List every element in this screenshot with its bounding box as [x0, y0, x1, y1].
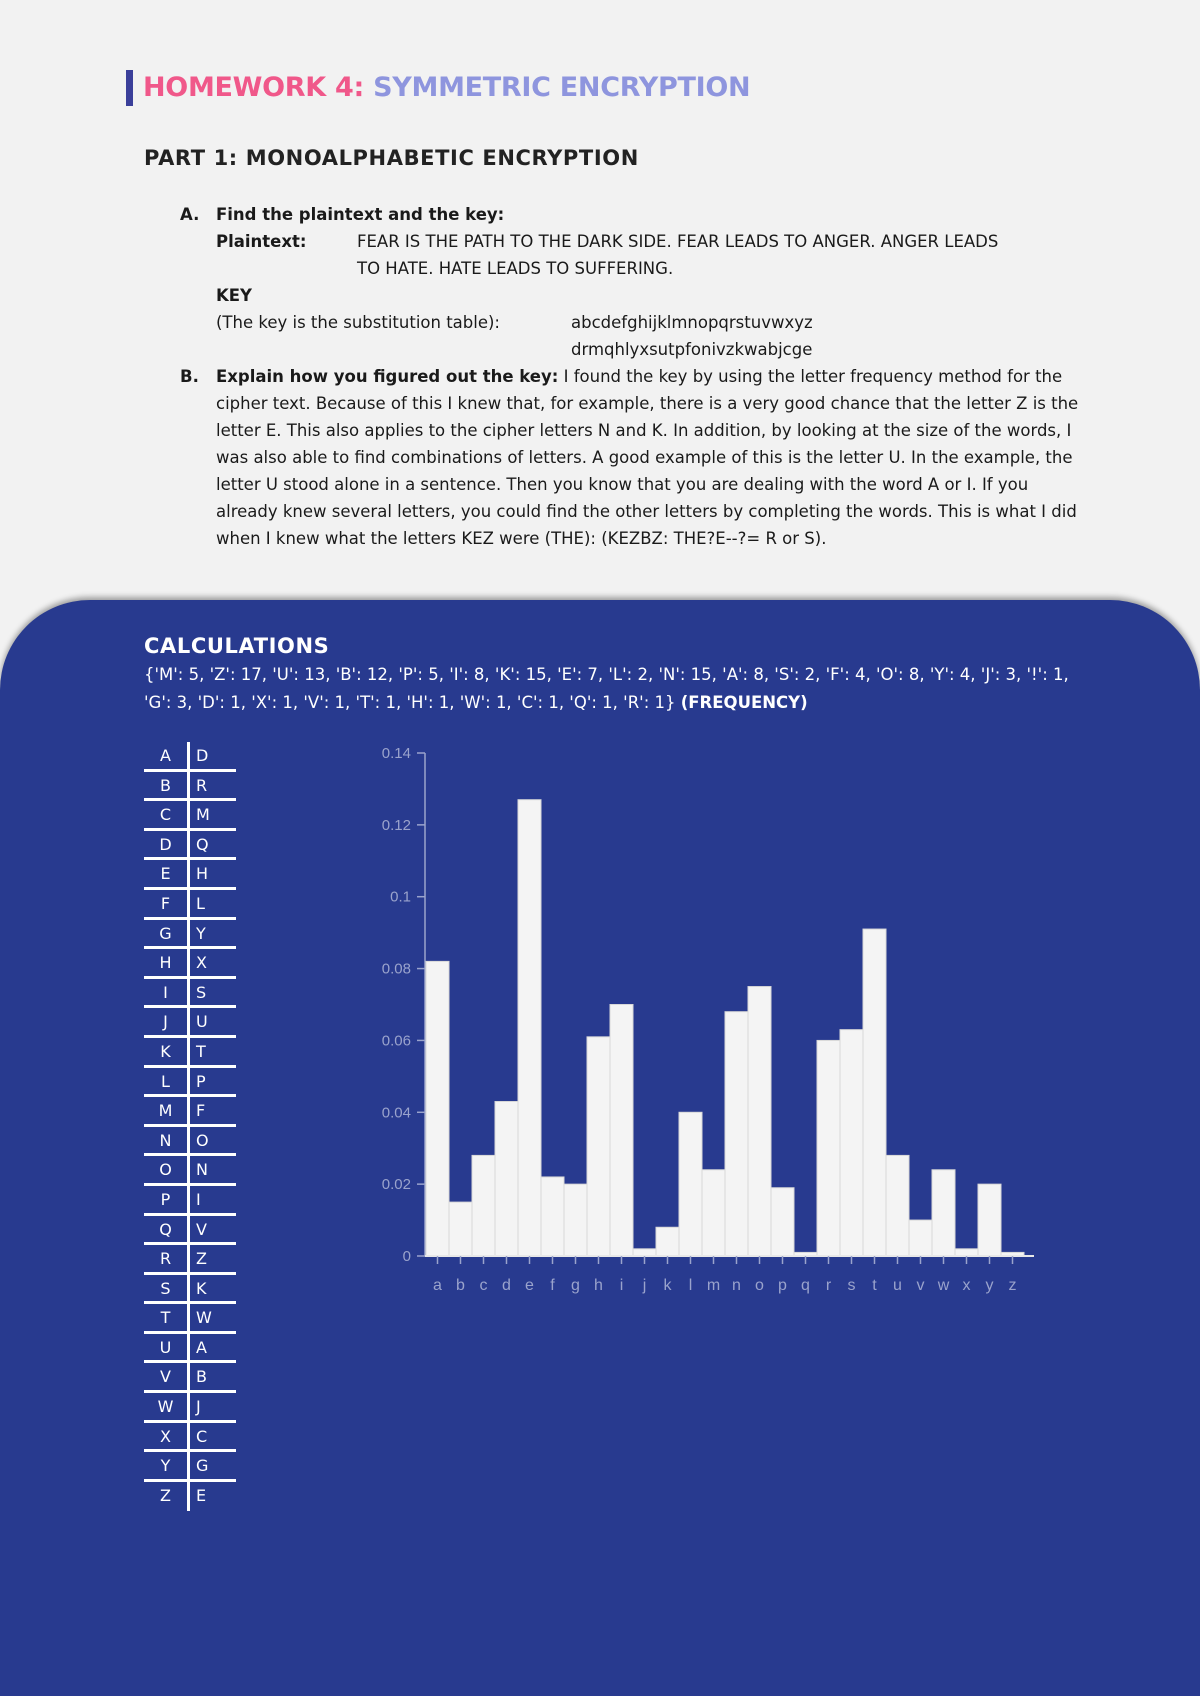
homework-title	[126, 70, 750, 106]
bar-n	[725, 1012, 748, 1256]
cipher-letter: T	[196, 1041, 206, 1061]
table-row	[144, 1245, 236, 1275]
x-tick-label: z	[1008, 1277, 1017, 1294]
cipher-letter: K	[196, 1278, 207, 1298]
y-tick-label: 0	[402, 1248, 411, 1265]
table-row	[144, 1008, 236, 1038]
table-row	[144, 979, 236, 1009]
y-tick-label: 0.02	[381, 1176, 411, 1194]
cipher-letter: Q	[196, 834, 209, 854]
cipher-letter: H	[196, 864, 209, 884]
cipher-letter: Y	[196, 923, 206, 943]
plain-letter: F	[144, 890, 190, 917]
x-tick-label: s	[847, 1277, 856, 1294]
plain-letter: O	[144, 1156, 190, 1183]
bar-b	[449, 1202, 472, 1256]
key-cipher-alphabet: drmqhlyxsutpfonivzkwabjcge	[571, 340, 813, 359]
cipher-letter: X	[196, 953, 207, 973]
bar-o	[748, 987, 771, 1256]
plaintext-label: Plaintext:	[216, 232, 307, 251]
x-tick-label: x	[962, 1277, 971, 1294]
x-tick-label: c	[479, 1277, 488, 1294]
bar-s	[840, 1030, 863, 1256]
x-tick-label: f	[550, 1277, 555, 1294]
x-tick-label: i	[619, 1277, 624, 1294]
table-row	[144, 1393, 236, 1423]
x-tick-label: l	[688, 1277, 693, 1294]
table-row	[144, 1334, 236, 1364]
plain-letter: W	[144, 1393, 190, 1420]
calculations-heading: CALCULATIONS	[144, 634, 330, 658]
bar-p	[771, 1188, 794, 1256]
title-main: SYMMETRIC ENCRYPTION	[373, 72, 751, 103]
cipher-letter: N	[196, 1160, 208, 1180]
plain-letter: I	[144, 979, 190, 1006]
cipher-letter: A	[196, 1337, 207, 1357]
bar-r	[817, 1040, 840, 1256]
table-row	[144, 1363, 236, 1393]
plain-letter: H	[144, 949, 190, 976]
table-row	[144, 890, 236, 920]
cipher-letter: J	[196, 1397, 201, 1417]
y-tick-label: 0.14	[381, 745, 411, 762]
bar-e	[518, 800, 541, 1256]
y-tick-label: 0.1	[390, 888, 411, 906]
frequency-text	[144, 661, 1074, 717]
title-prefix: HOMEWORK 4:	[143, 72, 364, 103]
plain-letter: X	[144, 1423, 190, 1450]
letter-frequency-chart	[340, 735, 1040, 1305]
question-b	[180, 363, 1080, 552]
table-row	[144, 1038, 236, 1068]
plain-letter: V	[144, 1363, 190, 1390]
question-section	[180, 201, 1080, 552]
x-tick-label: v	[916, 1277, 925, 1294]
table-row	[144, 1186, 236, 1216]
bar-w	[932, 1170, 955, 1256]
cipher-letter: V	[196, 1219, 207, 1239]
bar-t	[863, 929, 886, 1256]
cipher-letter: D	[196, 746, 209, 765]
table-row	[144, 1452, 236, 1482]
table-row	[144, 920, 236, 950]
x-tick-label: d	[502, 1277, 511, 1294]
bar-h	[587, 1037, 610, 1256]
frequency-label: (FREQUENCY)	[680, 693, 808, 712]
plain-letter: Q	[144, 1216, 190, 1243]
key-label: KEY	[216, 286, 253, 305]
table-row	[144, 1423, 236, 1453]
question-b-text: Explain how you figured out the key:	[216, 367, 559, 386]
x-tick-label: q	[801, 1277, 810, 1294]
plaintext-line-1: FEAR IS THE PATH TO THE DARK SIDE. FEAR LEADS TO ANGER. ANGER LEADS	[357, 232, 999, 251]
cipher-letter: E	[196, 1485, 207, 1505]
cipher-letter: I	[196, 1189, 201, 1209]
y-tick-label: 0.06	[381, 1032, 411, 1050]
y-tick-label: 0.08	[381, 960, 411, 978]
x-tick-label: p	[778, 1277, 787, 1294]
bar-y	[978, 1184, 1001, 1256]
table-row	[144, 1482, 236, 1512]
cipher-letter: C	[196, 1426, 208, 1446]
cipher-letter: U	[196, 1012, 208, 1032]
bar-m	[702, 1170, 725, 1256]
x-tick-label: k	[663, 1277, 672, 1294]
substitution-table	[144, 742, 236, 1511]
question-a-marker: A.	[180, 205, 200, 224]
bar-j	[633, 1249, 656, 1256]
plain-letter: E	[144, 860, 190, 887]
x-tick-label: w	[937, 1277, 950, 1294]
question-b-answer: I found the key by using the letter frequency method for the cipher text. Because of this I knew that, for example, there is a very good chance that the letter Z is the letter E. This also applies to the cipher letters N and K. In addition, by looking at the size of the words, I was also able to find combinations of letters. A good example of this is the letter U. In the example, the letter U stood alone in a sentence. Then you know that you are dealing with the word A or I. If you already knew several letters, you could find the other letters by completing the words. This is what I did when I knew what the letters KEZ were (THE): (KEZBZ: THE?E--?= R or S).	[216, 367, 1079, 548]
bar-u	[886, 1155, 909, 1256]
bar-x	[955, 1249, 978, 1256]
cipher-letter: P	[196, 1071, 206, 1091]
question-b-marker: B.	[180, 367, 199, 386]
plain-letter: M	[144, 1097, 190, 1124]
cipher-letter: F	[196, 1101, 206, 1121]
plain-letter: A	[144, 742, 190, 769]
table-row	[144, 1097, 236, 1127]
plain-letter: G	[144, 920, 190, 947]
plain-letter: N	[144, 1127, 190, 1154]
plain-letter: U	[144, 1334, 190, 1361]
bar-v	[909, 1220, 932, 1256]
cipher-letter: W	[196, 1308, 212, 1328]
plain-letter: K	[144, 1038, 190, 1065]
cipher-letter: L	[196, 893, 205, 913]
x-tick-label: h	[594, 1277, 603, 1294]
plain-letter: L	[144, 1068, 190, 1095]
bar-g	[564, 1184, 587, 1256]
bar-c	[472, 1155, 495, 1256]
plain-letter: Y	[144, 1452, 190, 1479]
table-row	[144, 1127, 236, 1157]
table-row	[144, 801, 236, 831]
plaintext-line-2: TO HATE. HATE LEADS TO SUFFERING.	[357, 259, 674, 278]
bar-l	[679, 1112, 702, 1256]
table-row	[144, 1156, 236, 1186]
y-tick-label: 0.12	[381, 816, 411, 834]
plain-letter: D	[144, 831, 190, 858]
plain-letter: C	[144, 801, 190, 828]
part1-heading: PART 1: MONOALPHABETIC ENCRYPTION	[144, 146, 639, 170]
plain-letter: P	[144, 1186, 190, 1213]
cipher-letter: Z	[196, 1249, 207, 1269]
cipher-letter: B	[196, 1367, 207, 1387]
plain-letter: J	[144, 1008, 190, 1035]
table-row	[144, 742, 236, 772]
x-tick-label: o	[755, 1277, 764, 1294]
x-tick-label: j	[642, 1277, 647, 1294]
bar-k	[656, 1227, 679, 1256]
table-row	[144, 831, 236, 861]
x-tick-label: g	[571, 1277, 580, 1294]
cipher-letter: R	[196, 775, 208, 795]
y-tick-label: 0.04	[381, 1104, 411, 1122]
key-plain-alphabet: abcdefghijklmnopqrstuvwxyz	[571, 313, 813, 332]
cipher-letter: O	[196, 1130, 209, 1150]
key-description: (The key is the substitution table):	[216, 313, 500, 332]
cipher-letter: M	[196, 805, 210, 825]
bar-i	[610, 1005, 633, 1257]
x-tick-label: n	[732, 1277, 741, 1294]
table-row	[144, 860, 236, 890]
cipher-letter: S	[196, 982, 207, 1002]
x-tick-label: u	[893, 1277, 902, 1294]
x-tick-label: a	[433, 1277, 442, 1294]
x-tick-label: r	[825, 1277, 832, 1294]
plain-letter: S	[144, 1275, 190, 1302]
table-row	[144, 949, 236, 979]
plain-letter: R	[144, 1245, 190, 1272]
bar-a	[426, 961, 449, 1256]
plain-letter: Z	[144, 1482, 190, 1512]
bar-d	[495, 1102, 518, 1256]
table-row	[144, 1275, 236, 1305]
x-tick-label: y	[985, 1277, 994, 1294]
plain-letter: T	[144, 1304, 190, 1331]
x-tick-label: t	[872, 1277, 877, 1294]
x-tick-label: b	[456, 1277, 465, 1294]
x-tick-label: m	[706, 1277, 721, 1294]
x-tick-label: e	[525, 1277, 534, 1294]
cipher-letter: G	[196, 1456, 209, 1476]
bar-f	[541, 1177, 564, 1256]
table-row	[144, 1304, 236, 1334]
table-row	[144, 1216, 236, 1246]
table-row	[144, 772, 236, 802]
table-row	[144, 1068, 236, 1098]
question-a-text: Find the plaintext and the key:	[216, 205, 505, 224]
frequency-dictionary: {'M': 5, 'Z': 17, 'U': 13, 'B': 12, 'P': 5, 'I': 8, 'K': 15, 'E': 7, 'L': 2, 'N': 15, 'A': 8, 'S': 2, 'F': 4, 'O': 8, 'Y': 4, 'J': 3, '!': 1, 'G': 3, 'D': 1, 'X': 1, 'V': 1, 'T': 1, 'H': 1, 'W': 1, 'C': 1, 'Q': 1, 'R': 1}	[144, 665, 1069, 712]
plain-letter: B	[144, 772, 190, 799]
question-a	[180, 201, 1080, 363]
